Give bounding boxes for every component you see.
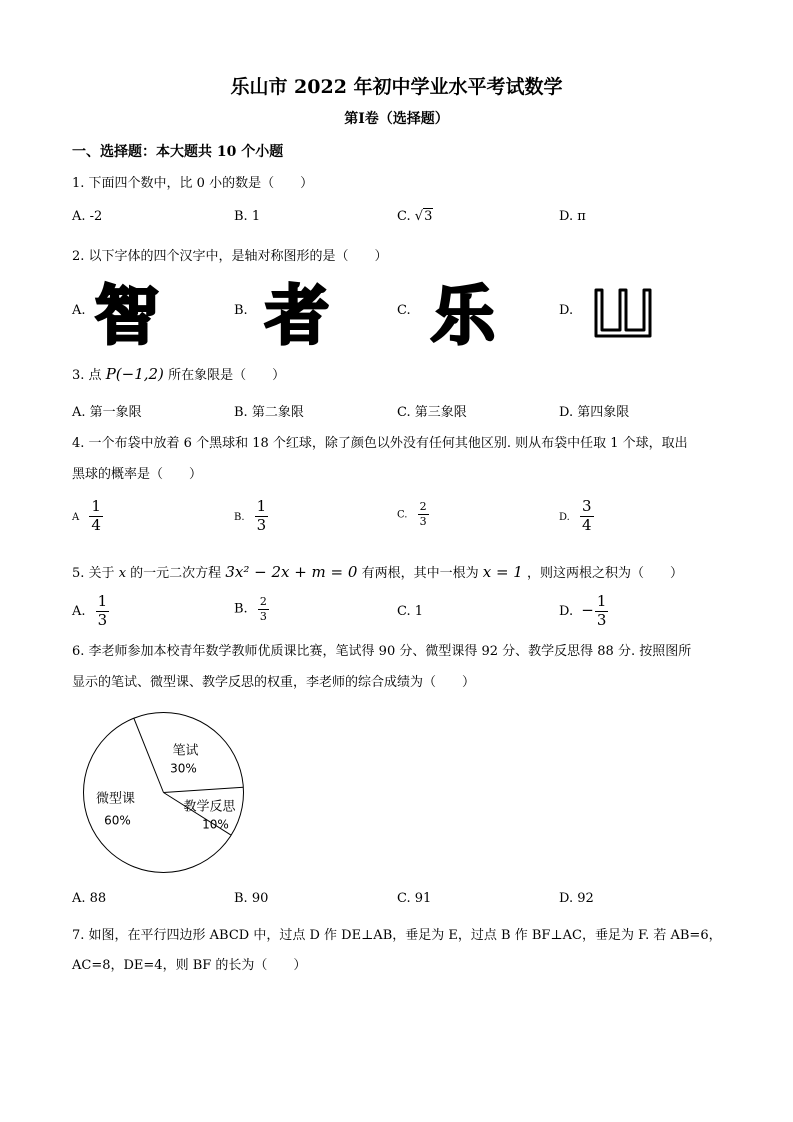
char-shan bbox=[596, 290, 650, 336]
pie-label-2: 微型课 bbox=[95, 791, 136, 807]
question-6-option-c: C. 91 bbox=[397, 891, 432, 906]
pie-label-1: 教学反思 bbox=[183, 799, 236, 815]
question-6-stem-line2: 显示的笔试、微型课、教学反思的权重，李老师的综合成绩为（ ） bbox=[72, 675, 476, 690]
question-6-stem-line1: 6. 李老师参加本校青年数学教师优质课比赛，笔试得 90 分、微型课得 92 分、教学反思得 88 分. 按照图所 bbox=[72, 644, 692, 659]
question-6-option-d: D. 92 bbox=[559, 891, 594, 906]
char-zhi-image bbox=[92, 276, 162, 348]
root-value: x = 1 bbox=[482, 563, 523, 581]
question-5-option-b: B. $\frac{2}{3}$ bbox=[234, 595, 267, 623]
question-3-option-d: D. 第四象限 bbox=[559, 405, 630, 420]
question-2-option-d-label: D. bbox=[559, 303, 574, 318]
question-1-stem: 1. 下面四个数中，比 0 小的数是（ ） bbox=[72, 176, 314, 191]
char-le-image bbox=[428, 276, 498, 348]
question-7-stem-line2: AC=8，DE=4，则 BF 的长为（ ） bbox=[72, 958, 307, 973]
equation: 3x² − 2x + m = 0 bbox=[225, 563, 358, 581]
pie-percent-1: 10% bbox=[202, 817, 229, 832]
page-subtitle: 第Ⅰ卷（选择题） bbox=[344, 111, 449, 127]
question-3-option-a: A. 第一象限 bbox=[72, 405, 142, 420]
char-zhe: 者 bbox=[265, 280, 329, 348]
pie-percent-0: 30% bbox=[170, 761, 197, 776]
pie-label-0: 笔试 bbox=[172, 743, 199, 759]
question-5-option-a: A. $\frac{1}{3}$ bbox=[72, 592, 108, 629]
pie-percent-2: 60% bbox=[104, 813, 131, 828]
char-zhi: 智 bbox=[95, 280, 159, 348]
sqrt-symbol: √3 bbox=[414, 209, 433, 224]
section-heading: 一、选择题：本大题共 10 个小题 bbox=[72, 144, 284, 160]
question-3-option-c: C. 第三象限 bbox=[397, 405, 467, 420]
point-p: P(−1,2) bbox=[105, 365, 164, 383]
question-4-option-a: A $\frac{1}{4}$ bbox=[72, 497, 101, 534]
question-7-stem-line1: 7. 如图，在平行四边形 ABCD 中，过点 D 作 DE⊥AB，垂足为 E，过点 B 作 BF⊥AC，垂足为 F. 若 AB=6， bbox=[72, 928, 722, 943]
question-4-stem-line2: 黑球的概率是（ ） bbox=[72, 467, 203, 482]
question-1-option-a: A. -2 bbox=[72, 209, 103, 224]
page-title: 乐山市 2022 年初中学业水平考试数学 bbox=[230, 76, 563, 98]
question-4-stem-line1: 4. 一个布袋中放着 6 个黑球和 18 个红球，除了颜色以外没有任何其他区别. 则从布袋中任取 1 个球，取出 bbox=[72, 436, 688, 451]
char-le: 乐 bbox=[431, 280, 495, 348]
question-2-stem: 2. 以下字体的四个汉字中，是轴对称图形的是（ ） bbox=[72, 249, 388, 264]
weight-pie-chart bbox=[76, 705, 251, 880]
question-6-option-a: A. 88 bbox=[72, 891, 107, 906]
question-3-stem: 3. 点 P(−1,2) 所在象限是（ ） bbox=[72, 365, 286, 383]
char-shan-image bbox=[588, 282, 658, 344]
question-1-option-b: B. 1 bbox=[234, 209, 261, 224]
question-3-option-b: B. 第二象限 bbox=[234, 405, 304, 420]
question-4-option-d: D. $\frac{3}{4}$ bbox=[559, 497, 592, 534]
question-4-option-c: C. $\frac{2}{3}$ bbox=[397, 500, 427, 528]
question-1-option-d: D. π bbox=[559, 209, 586, 224]
question-2-option-b-label: B. bbox=[234, 303, 248, 318]
question-5-option-d: D. − $\frac{1}{3}$ bbox=[559, 592, 607, 629]
question-1-option-c: C. √3 bbox=[397, 209, 433, 224]
char-zhe-image bbox=[262, 276, 332, 348]
question-2-option-a-label: A. bbox=[72, 303, 86, 318]
question-5-stem: 5. 关于 x 的一元二次方程 3x² − 2x + m = 0 有两根，其中一根为 x = 1 ，则这两根之积为（ ） bbox=[72, 563, 683, 581]
question-2-option-c-label: C. bbox=[397, 303, 411, 318]
question-5-option-c: C. 1 bbox=[397, 604, 424, 619]
question-6-option-b: B. 90 bbox=[234, 891, 269, 906]
question-4-option-b: B. $\frac{1}{3}$ bbox=[234, 497, 267, 534]
